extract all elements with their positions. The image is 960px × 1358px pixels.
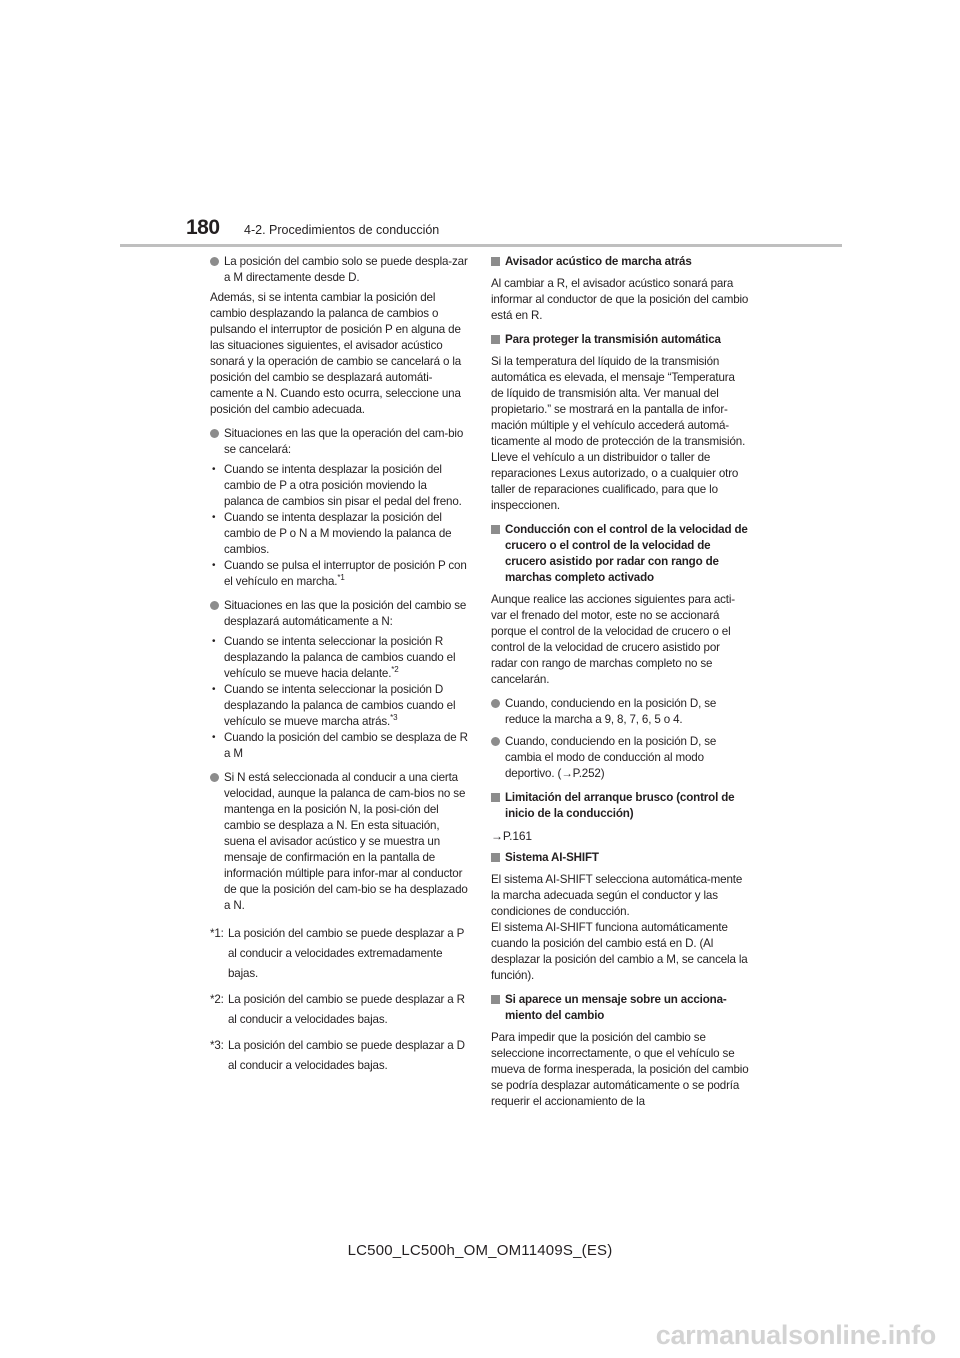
bullet-text: Cuando, conduciendo en la posición D, se reduce la marcha a 9, 8, 7, 6, 5 o 4. [505, 697, 717, 726]
bullet-n-selected [210, 770, 468, 914]
heading-shift-message: Si aparece un mensaje sobre un acciona-miento del cambio [491, 992, 749, 1024]
bullet-text: Si N está seleccionada al conducir a una cierta velocidad, aunque la palanca de cam-bios no se mantenga en la posición N, la posi-ción del cambio se desplaza a N. En esta situación, suena el avisador acústico y se muestra un mensaje de confirmación en la pantalla de información múltiple para infor-mar al conductor de que la posición del cam-bio se ha desplazado a N. [224, 771, 468, 912]
document-code: LC500_LC500h_OM_OM11409S_(ES) [347, 1242, 613, 1259]
page-reference: →P.161 [491, 829, 532, 843]
bullet-shift-to-m [210, 254, 468, 286]
footnote [210, 990, 468, 1030]
list-item: • Cuando la posición del cambio se desplaza de R a M [210, 730, 468, 762]
bullet-text: La posición del cambio solo se puede despla-zar a M directamente desde D. [224, 255, 468, 284]
heading-ai-shift: Sistema AI-SHIFT [491, 850, 749, 866]
heading-square-icon [491, 995, 500, 1004]
footnote-text: La posición del cambio se puede desplazar a P al conducir a velocidades extremadamente bajas. [228, 927, 465, 980]
list-item: • Cuando se intenta desplazar la posición del cambio de P o N a M moviendo la palanca de cambios. [210, 510, 468, 558]
page-header [186, 216, 439, 240]
list-item: • Cuando se intenta seleccionar la posición D desplazando la palanca de cambios cuando el vehículo se mueve marcha atrás.$^{*3}$ [210, 682, 468, 730]
bullet-dot-icon [210, 601, 219, 610]
footnote [210, 1036, 468, 1076]
bullet-auto-to-n [210, 598, 468, 630]
footnote-text: La posición del cambio se puede desplazar a R al conducir a velocidades bajas. [228, 993, 465, 1026]
bullet-dot-icon [210, 773, 219, 782]
bullet-text: Situaciones en las que la posición del cambio se desplazará automáticamente a N: [224, 599, 467, 628]
bullet-dot-icon [491, 737, 500, 746]
bullet-operation-cancelled [210, 426, 468, 458]
right-column [491, 254, 749, 1118]
heading-square-icon [491, 257, 500, 266]
footnote [210, 924, 468, 984]
footnote-ref: *3 [390, 713, 398, 722]
list-item: • Cuando se intenta desplazar la posición del cambio de P a otra posición moviendo la palanca de cambios sin pisar el pedal del freno. [210, 462, 468, 510]
heading-cruise-control: Conducción con el control de la velocidad de crucero o el control de la velocidad de crucero asistido por radar con rango de marchas completo activado [491, 522, 749, 586]
paragraph: Aunque realice las acciones siguientes para acti-var el frenado del motor, este no se accionará porque el control de la velocidad de crucero o el control de la velocidad de crucero asistido por radar con rango de marchas completo no se cancelarán. [491, 593, 735, 686]
heading-square-icon [491, 853, 500, 862]
footnote-mark: *1: [210, 927, 224, 940]
section-title: 4-2. Procedimientos de conducción [244, 223, 440, 237]
left-column [210, 254, 468, 1082]
page-number: 180 [186, 216, 220, 239]
sublist-cancelled [210, 462, 468, 590]
list-item: • Cuando se intenta seleccionar la posición R desplazando la palanca de cambios cuando el vehículo se mueve hacia delante.$^{*2}$ [210, 634, 468, 682]
heading-square-icon [491, 335, 500, 344]
paragraph: Si la temperatura del líquido de la transmisión automática es elevada, el mensaje “Temperatura de líquido de transmisión alta. Ver manual del propietario.” se mostrará en la pantalla de infor-mación múltiple y el vehículo accederá automá-ticamente al modo de protección de la transmisión. Lleve el vehículo a un distribuidor o taller de reparaciones Lexus autorizado, o a cualquier otro taller de reparaciones cualificado, para que lo inspeccionen. [491, 355, 746, 512]
heading-square-icon [491, 525, 500, 534]
paragraph: Al cambiar a R, el avisador acústico sonará para informar al conductor de que la posición del cambio está en R. [491, 277, 749, 322]
footnote-text: La posición del cambio se puede desplazar a D al conducir a velocidades bajas. [228, 1039, 465, 1072]
bullet-text: Cuando, conduciendo en la posición D, se cambia el modo de conducción al modo deportivo. (→P.252) [505, 735, 717, 780]
heading-reverse-buzzer: Avisador acústico de marcha atrás [491, 254, 749, 270]
paragraph: El sistema AI-SHIFT funciona automáticamente cuando la posición del cambio está en D. (Al desplazar la posición del cambio a M, se cancela la función). [491, 921, 748, 982]
footnote-ref: *1 [337, 573, 345, 582]
footnote-mark: *2: [210, 993, 224, 1006]
bullet-downshift [491, 696, 749, 728]
watermark: carmanualsonline.info [655, 1320, 936, 1350]
heading-protect-transmission: Para proteger la transmisión automática [491, 332, 749, 348]
footnote-ref: *2 [391, 665, 399, 674]
bullet-text: Situaciones en las que la operación del cam-bio se cancelará: [224, 427, 464, 456]
paragraph-shift-cancel: Además, si se intenta cambiar la posición del cambio desplazando la palanca de cambios o pulsando el interruptor de posición P en alguna de las situaciones siguientes, el avisador acústico sonará y la operación de cambio se cancelará o la posición del cambio se desplazará automáti-camente a N. Cuando esto ocurra, seleccione una posición del cambio adecuada. [210, 291, 462, 416]
heading-square-icon [491, 793, 500, 802]
paragraph: Para impedir que la posición del cambio se seleccione incorrectamente, o que el vehículo se mueva de forma inesperada, la posición del cambio se podría desplazar automáticamente o se podría requerir el accionamiento de la [491, 1031, 749, 1108]
heading-drive-start-control: Limitación del arranque brusco (control de inicio de la conducción) [491, 790, 749, 822]
footnote-mark: *3: [210, 1039, 224, 1052]
header-rule [120, 244, 842, 247]
bullet-dot-icon [210, 429, 219, 438]
sublist-auto-n [210, 634, 468, 762]
bullet-dot-icon [491, 699, 500, 708]
bullet-dot-icon [210, 257, 219, 266]
list-item: • Cuando se pulsa el interruptor de posición P con el vehículo en marcha.$^{*1}$ [210, 558, 468, 590]
bullet-sport-mode [491, 734, 749, 782]
paragraph: El sistema AI-SHIFT selecciona automática-mente la marcha adecuada según el conductor y las condiciones de conducción. [491, 873, 743, 918]
